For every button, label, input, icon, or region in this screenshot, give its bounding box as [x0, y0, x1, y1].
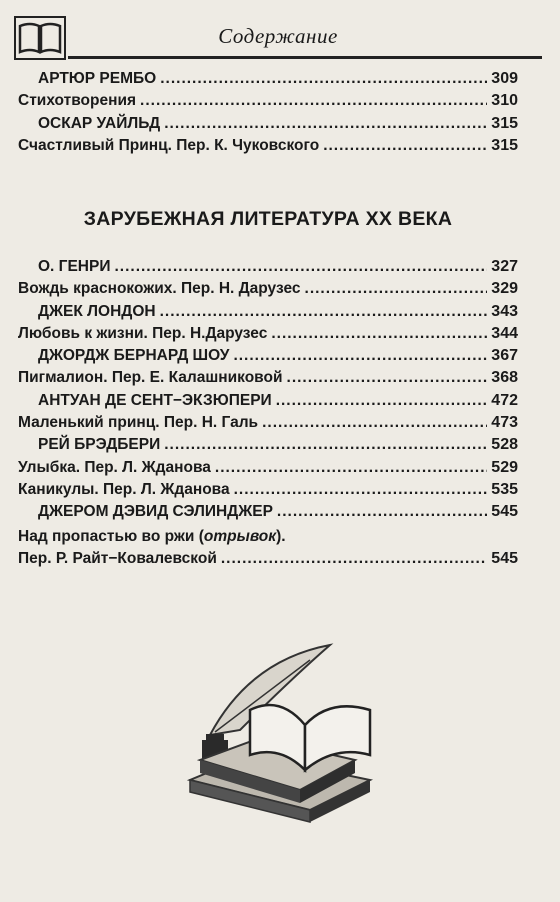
entry-page: 344 — [491, 324, 518, 342]
dot-leader — [215, 459, 487, 477]
book-and-quill-illustration — [180, 640, 380, 825]
toc-entry — [18, 392, 518, 414]
dot-leader — [114, 258, 487, 276]
entry-label: Пер. Р. Райт−Ковалевской — [18, 550, 217, 568]
entry-label: РЕЙ БРЭДБЕРИ — [38, 436, 161, 454]
entry-page: 329 — [491, 280, 518, 298]
toc-entry — [18, 481, 518, 503]
dot-leader — [160, 303, 488, 321]
entry-label: Счастливый Принц. Пер. К. Чуковского — [18, 136, 320, 154]
toc-entry — [18, 115, 518, 137]
dot-leader — [277, 503, 487, 521]
entry-page: 368 — [491, 369, 518, 387]
page-title: Содержание — [218, 24, 338, 48]
toc-section-list — [18, 258, 518, 526]
entry-page: 309 — [491, 70, 518, 87]
entry-label: ОСКАР УАЙЛЬД — [38, 114, 161, 132]
toc-entry — [18, 258, 518, 280]
entry-label: О. ГЕНРИ — [38, 258, 111, 275]
entry-page: 315 — [491, 136, 518, 154]
toc-entry — [18, 414, 518, 436]
entry-page: 310 — [491, 92, 518, 110]
toc-entry — [18, 369, 518, 391]
entry-title-prefix: Над пропастью во ржи ( — [18, 528, 204, 545]
dot-leader — [323, 137, 487, 155]
dot-leader — [234, 481, 488, 499]
entry-page: 343 — [491, 302, 518, 320]
header-rule — [68, 56, 542, 59]
entry-label: Улыбка. Пер. Л. Жданова — [18, 458, 211, 476]
entry-page: 535 — [491, 480, 518, 498]
entry-page: 315 — [491, 114, 518, 132]
toc-entry — [18, 92, 518, 114]
entry-page: 327 — [491, 258, 518, 275]
dot-leader — [276, 392, 488, 410]
entry-label: Маленький принц. Пер. Н. Галь — [18, 414, 259, 432]
entry-label: Любовь к жизни. Пер. Н.Дарузес — [18, 324, 268, 342]
entry-title-suffix: ). — [276, 528, 286, 545]
entry-label: ДЖЕРОМ ДЭВИД СЭЛИНДЖЕР — [38, 503, 273, 521]
entry-page: 367 — [491, 347, 518, 365]
dot-leader — [271, 325, 487, 343]
section-title: ЗАРУБЕЖНАЯ ЛИТЕРАТУРА XX ВЕКА — [83, 208, 453, 230]
entry-page: 545 — [491, 550, 518, 568]
toc-entry — [18, 459, 518, 481]
entry-page: 545 — [491, 503, 518, 521]
entry-page: 472 — [491, 391, 518, 409]
entry-label: Пигмалион. Пер. Е. Калашниковой — [18, 369, 283, 387]
entry-title-italic: отрывок — [203, 528, 277, 545]
dot-leader — [160, 70, 487, 88]
entry-label: Стихотворения — [18, 92, 137, 110]
entry-label: АРТЮР РЕМБО — [38, 70, 157, 87]
dot-leader — [305, 280, 488, 298]
toc-final-entry — [18, 528, 518, 573]
entry-label: АНТУАН ДЕ СЕНТ−ЭКЗЮПЕРИ — [38, 391, 272, 409]
entry-page: 473 — [491, 414, 518, 432]
toc-entry-title-line — [18, 528, 518, 550]
toc-entry — [18, 137, 518, 159]
dot-leader — [164, 115, 487, 133]
entry-page: 529 — [491, 458, 518, 476]
toc-entry — [18, 503, 518, 525]
toc-entry — [18, 347, 518, 369]
dot-leader — [140, 92, 487, 110]
entry-label: ДЖОРДЖ БЕРНАРД ШОУ — [38, 347, 230, 365]
toc-entry — [18, 436, 518, 458]
toc-entry — [18, 550, 518, 572]
toc-top-list — [18, 70, 518, 159]
dot-leader — [262, 414, 487, 432]
entry-label: Вождь краснокожих. Пер. Н. Дарузес — [18, 280, 301, 298]
entry-page: 528 — [491, 436, 518, 454]
dot-leader — [287, 369, 488, 387]
entry-label: Каникулы. Пер. Л. Жданова — [18, 480, 230, 498]
entry-label: ДЖЕК ЛОНДОН — [38, 302, 156, 320]
toc-entry — [18, 70, 518, 92]
toc-entry — [18, 280, 518, 302]
dot-leader — [221, 550, 487, 568]
dot-leader — [233, 347, 487, 365]
page-header — [14, 16, 542, 58]
toc-entry — [18, 303, 518, 325]
dot-leader — [164, 436, 487, 454]
toc-entry — [18, 325, 518, 347]
